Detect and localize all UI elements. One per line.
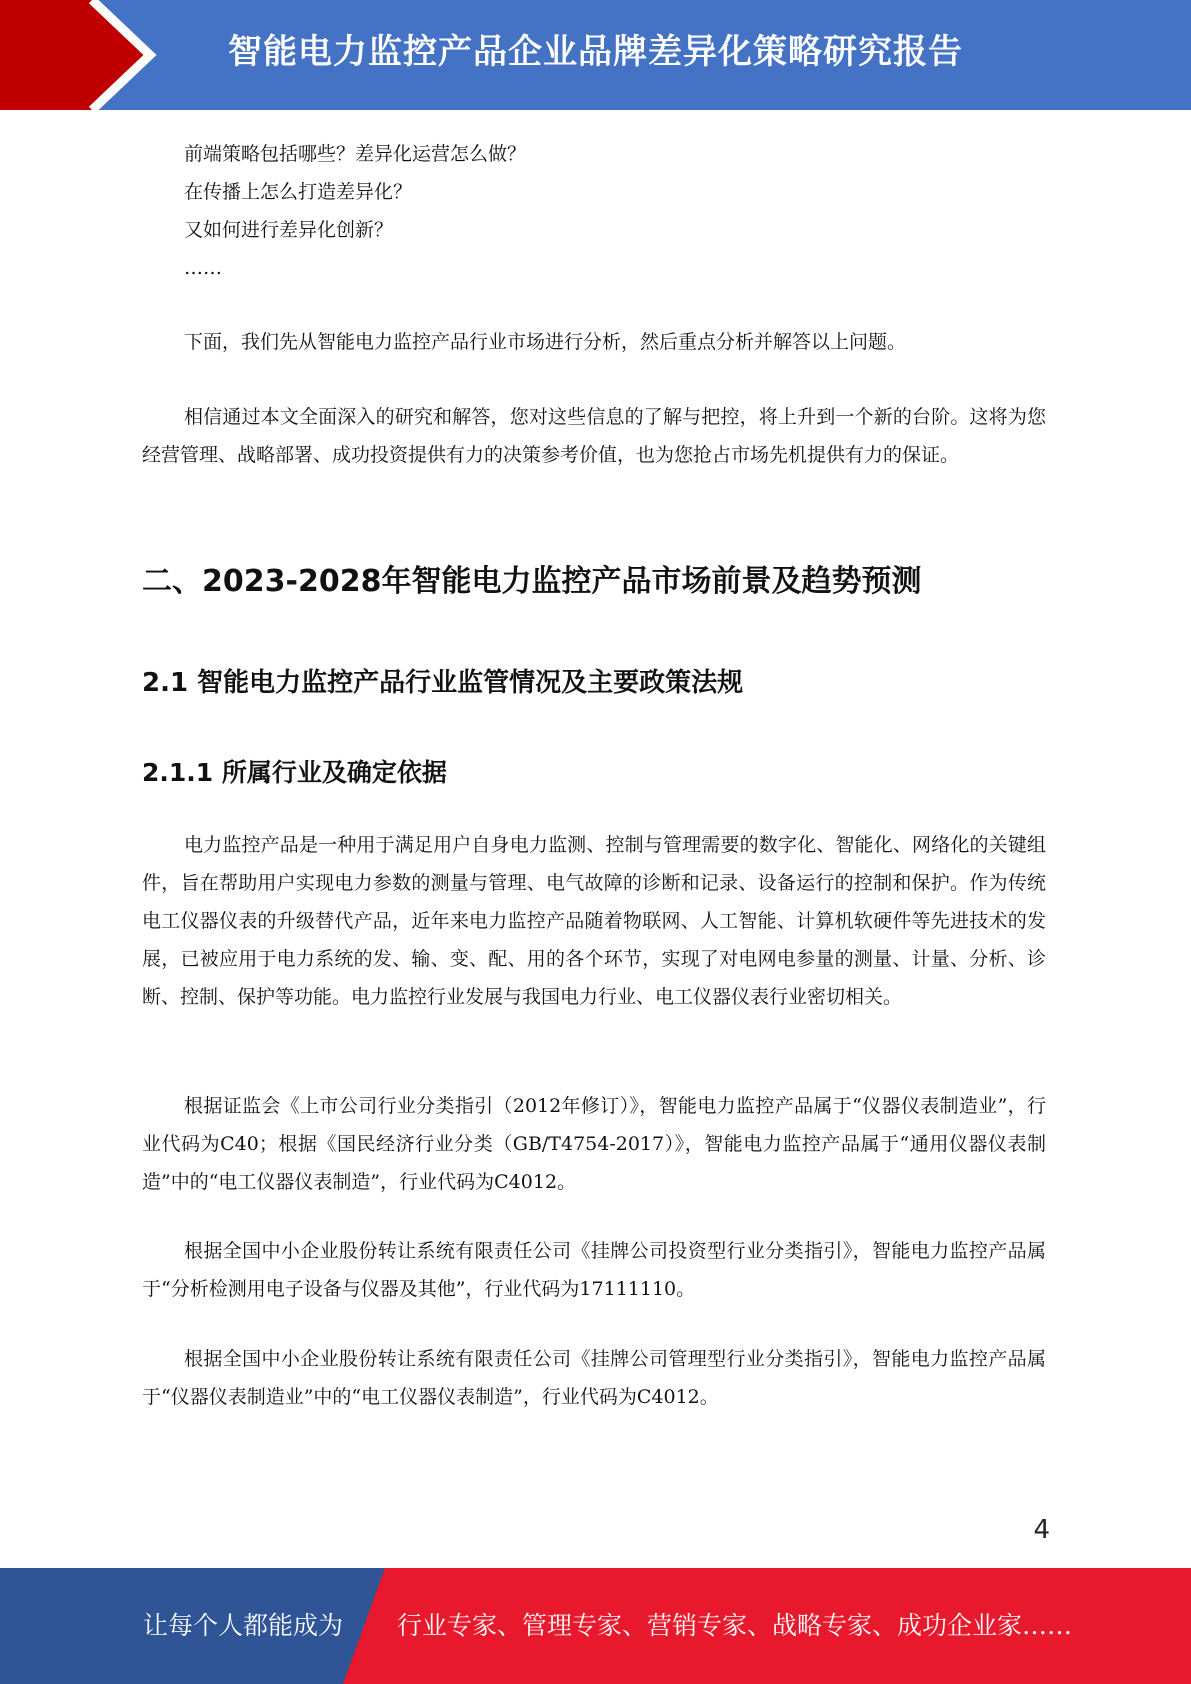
page-header	[0, 0, 1191, 110]
section-heading: 二、2023-2028年智能电力监控产品市场前景及趋势预测	[142, 564, 922, 599]
paragraph-intro: 下面，我们先从智能电力监控产品行业市场进行分析，然后重点分析并解答以上问题。	[184, 331, 907, 353]
paragraph-management-classification: 根据全国中小企业股份转让系统有限责任公司《挂牌公司管理型行业分类指引》，智能电力监控产品属于“仪器仪表制造业”中的“电工仪器仪表制造”，行业代码为C4012。	[142, 1348, 1046, 1408]
footer-slogan-left: 让每个人都能成为	[143, 1611, 344, 1640]
question-item: 又如何进行差异化创新？	[184, 219, 394, 241]
report-title: 智能电力监控产品企业品牌差异化策略研究报告	[228, 32, 963, 72]
question-item: 在传播上怎么打造差异化？	[184, 181, 413, 203]
ellipsis: ……	[184, 257, 222, 279]
question-item: 前端策略包括哪些？差异化运营怎么做？	[184, 143, 527, 165]
paragraph-csrc-classification: 根据证监会《上市公司行业分类指引（2012年修订）》，智能电力监控产品属于“仪器仪表制造业”，行业代码为C40；根据《国民经济行业分类（GB/T4754-2017）》，智能电力监控产品属于“通用仪器仪表制造”中的“电工仪器仪表制造”，行业代码为C4012。	[142, 1095, 1046, 1193]
paragraph-definition: 电力监控产品是一种用于满足用户自身电力监测、控制与管理需要的数字化、智能化、网络化的关键组件，旨在帮助用户实现电力参数的测量与管理、电气故障的诊断和记录、设备运行的控制和保护。作为传统电工仪器仪表的升级替代产品，近年来电力监控产品随着物联网、人工智能、计算机软硬件等先进技术的发展，已被应用于电力系统的发、输、变、配、用的各个环节，实现了对电网电参量的测量、计量、分析、诊断、控制、保护等功能。电力监控行业发展与我国电力行业、电工仪器仪表行业密切相关。	[142, 834, 1046, 1008]
page-number: 4	[1033, 1515, 1050, 1545]
footer-slogan-right: 行业专家、管理专家、营销专家、战略专家、成功企业家……	[397, 1611, 1073, 1640]
page-footer	[0, 1568, 1191, 1684]
subsection-heading: 2.1 智能电力监控产品行业监管情况及主要政策法规	[142, 668, 744, 698]
chevron-right-icon	[0, 0, 170, 110]
subsubsection-heading: 2.1.1 所属行业及确定依据	[142, 758, 447, 787]
paragraph-value: 相信通过本文全面深入的研究和解答，您对这些信息的了解与把控，将上升到一个新的台阶。这将为您经营管理、战略部署、成功投资提供有力的决策参考价值，也为您抢占市场先机提供有力的保证。	[142, 406, 1046, 466]
intro-questions	[142, 135, 1046, 287]
paragraph-investment-classification: 根据全国中小企业股份转让系统有限责任公司《挂牌公司投资型行业分类指引》，智能电力监控产品属于“分析检测用电子设备与仪器及其他”，行业代码为17111110。	[142, 1240, 1046, 1300]
